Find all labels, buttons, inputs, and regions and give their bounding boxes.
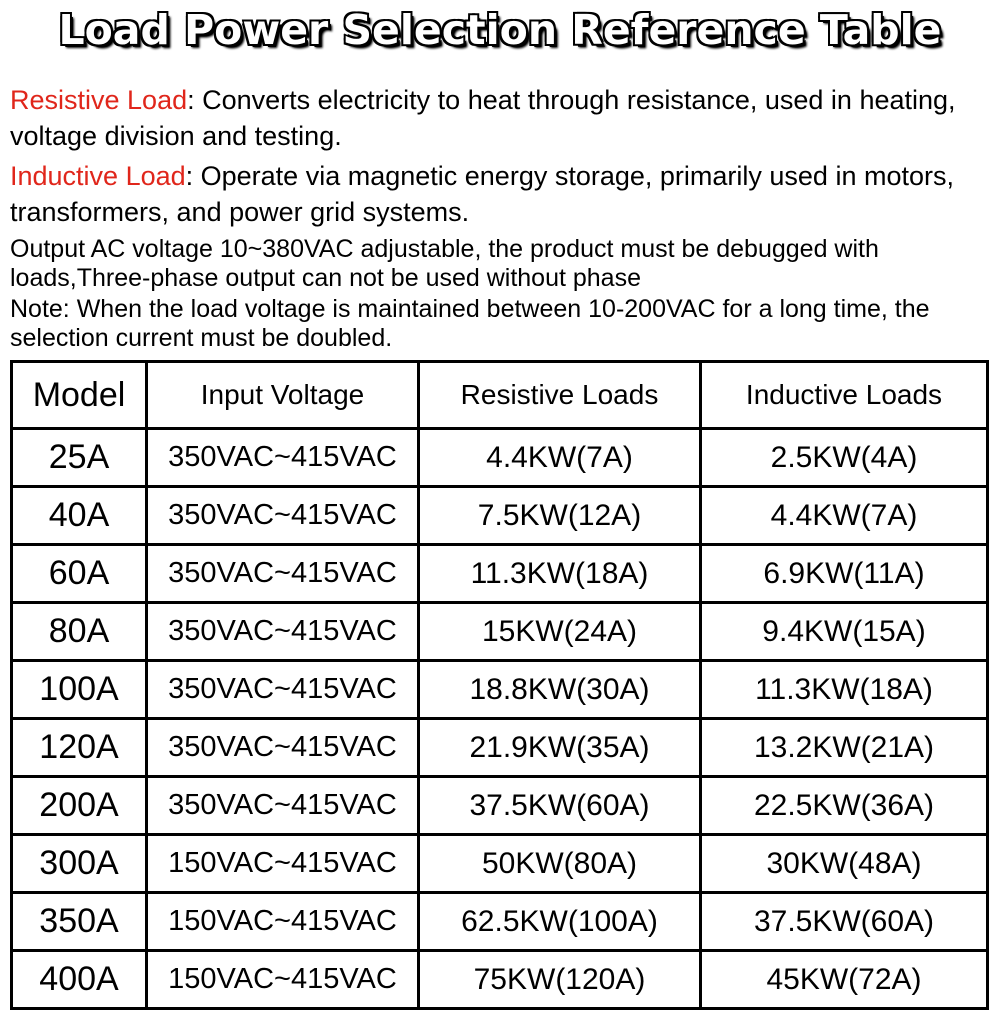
inductive-load-cell: 6.9KW(11A) <box>701 545 988 603</box>
model-cell: 25A <box>12 429 147 487</box>
table-row <box>12 545 988 603</box>
resistive-load-cell: 18.8KW(30A) <box>419 661 701 719</box>
selection-note: Note: When the load voltage is maintained between 10-200VAC for a long time, the selection current must be doubled. <box>10 295 930 352</box>
inductive-load-description <box>10 158 985 230</box>
input-voltage-cell: 150VAC~415VAC <box>147 835 419 893</box>
table-row <box>12 835 988 893</box>
table-header-row <box>12 362 988 429</box>
table-row <box>12 719 988 777</box>
input-voltage-cell: 350VAC~415VAC <box>147 487 419 545</box>
inductive-load-cell: 37.5KW(60A) <box>701 893 988 951</box>
resistive-load-cell: 50KW(80A) <box>419 835 701 893</box>
resistive-load-cell: 7.5KW(12A) <box>419 487 701 545</box>
inductive-load-cell: 2.5KW(4A) <box>701 429 988 487</box>
input-voltage-cell: 350VAC~415VAC <box>147 545 419 603</box>
input-voltage-cell: 150VAC~415VAC <box>147 951 419 1009</box>
model-cell: 350A <box>12 893 147 951</box>
column-header-resistive-loads: Resistive Loads <box>419 362 701 429</box>
input-voltage-cell: 350VAC~415VAC <box>147 429 419 487</box>
selection-table <box>10 360 989 1010</box>
resistive-load-cell: 15KW(24A) <box>419 603 701 661</box>
table-row <box>12 893 988 951</box>
page-title: Load Power Selection Reference Table <box>58 6 942 54</box>
input-voltage-cell: 350VAC~415VAC <box>147 777 419 835</box>
model-cell: 60A <box>12 545 147 603</box>
model-cell: 400A <box>12 951 147 1009</box>
column-header-inductive-loads: Inductive Loads <box>701 362 988 429</box>
table-row <box>12 661 988 719</box>
resistive-load-description <box>10 82 985 154</box>
input-voltage-cell: 150VAC~415VAC <box>147 893 419 951</box>
resistive-load-cell: 37.5KW(60A) <box>419 777 701 835</box>
inductive-load-cell: 30KW(48A) <box>701 835 988 893</box>
table-row <box>12 603 988 661</box>
inductive-load-text: : Operate via magnetic energy storage, primarily used in motors, transformers, and power grid systems. <box>10 161 954 227</box>
table-row <box>12 429 988 487</box>
resistive-load-cell: 4.4KW(7A) <box>419 429 701 487</box>
inductive-load-cell: 45KW(72A) <box>701 951 988 1009</box>
inductive-load-cell: 9.4KW(15A) <box>701 603 988 661</box>
output-voltage-note: Output AC voltage 10~380VAC adjustable, the product must be debugged with loads,Three-phase output can not be used without phase <box>10 235 879 292</box>
resistive-load-text: : Converts electricity to heat through resistance, used in heating, voltage division and testing. <box>10 85 956 151</box>
inductive-load-cell: 11.3KW(18A) <box>701 661 988 719</box>
input-voltage-cell: 350VAC~415VAC <box>147 603 419 661</box>
resistive-load-cell: 11.3KW(18A) <box>419 545 701 603</box>
inductive-load-cell: 4.4KW(7A) <box>701 487 988 545</box>
inductive-load-cell: 13.2KW(21A) <box>701 719 988 777</box>
inductive-load-term: Inductive Load <box>10 161 186 191</box>
table-row <box>12 487 988 545</box>
resistive-load-term: Resistive Load <box>10 85 188 115</box>
resistive-load-cell: 21.9KW(35A) <box>419 719 701 777</box>
model-cell: 120A <box>12 719 147 777</box>
table-row <box>12 777 988 835</box>
column-header-model: Model <box>12 362 147 429</box>
resistive-load-cell: 75KW(120A) <box>419 951 701 1009</box>
column-header-input-voltage: Input Voltage <box>147 362 419 429</box>
model-cell: 40A <box>12 487 147 545</box>
model-cell: 300A <box>12 835 147 893</box>
inductive-load-cell: 22.5KW(36A) <box>701 777 988 835</box>
model-cell: 200A <box>12 777 147 835</box>
table-body <box>12 429 988 1009</box>
input-voltage-cell: 350VAC~415VAC <box>147 661 419 719</box>
resistive-load-cell: 62.5KW(100A) <box>419 893 701 951</box>
model-cell: 100A <box>12 661 147 719</box>
model-cell: 80A <box>12 603 147 661</box>
input-voltage-cell: 350VAC~415VAC <box>147 719 419 777</box>
